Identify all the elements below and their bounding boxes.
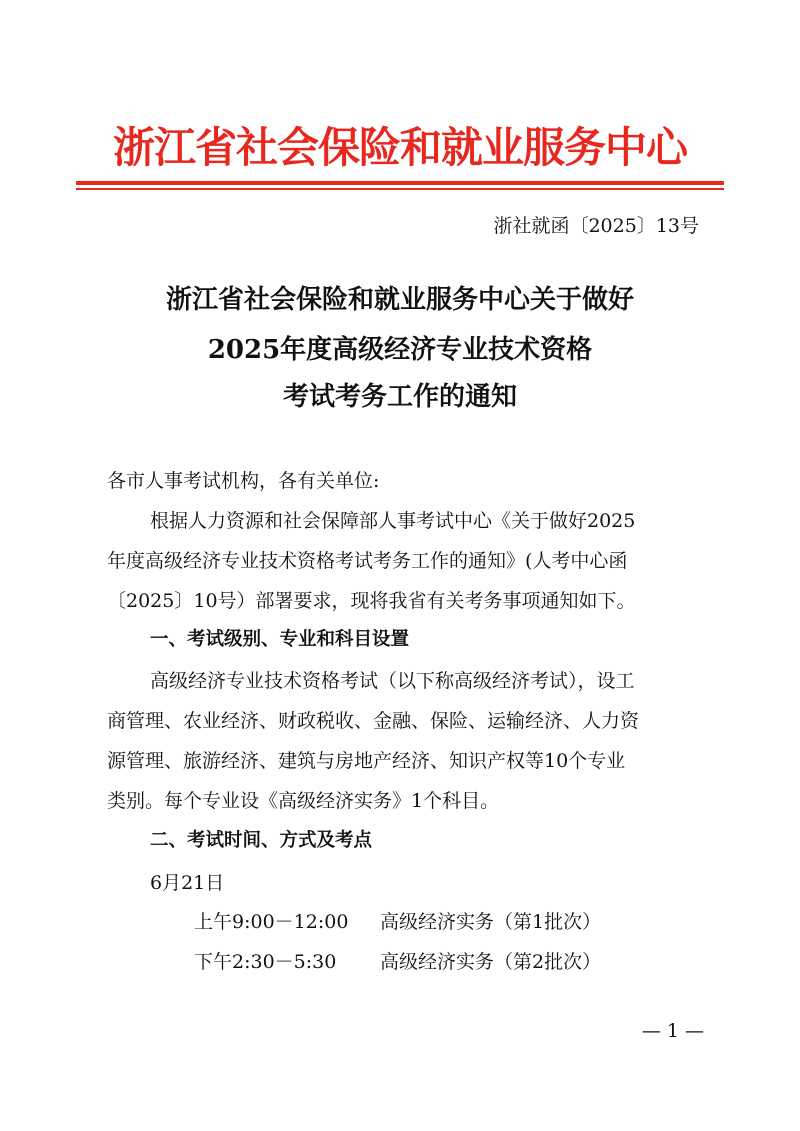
section-1-heading: 一、考试级别、专业和科目设置	[150, 629, 410, 650]
exam-date: 6月21日	[150, 872, 225, 894]
intro-line: 年度高级经济专业技术资格考试考务工作的通知》(人考中心函	[107, 550, 628, 572]
masthead-red-rule-thin	[76, 188, 724, 190]
section-2-heading: 二、考试时间、方式及考点	[150, 830, 373, 851]
schedule-subject: 高级经济实务（第2批次）	[380, 951, 602, 973]
schedule-time: 下午2:30－5:30	[194, 951, 337, 973]
masthead-org-name: 浙江省社会保险和就业服务中心	[112, 123, 687, 172]
section-1-line: 源管理、旅游经济、建筑与房地产经济、知识产权等10个专业	[107, 750, 626, 772]
title-line-2: 2025年度高级经济专业技术资格	[207, 335, 593, 365]
page-number: — 1 —	[641, 1020, 704, 1042]
schedule-row	[194, 909, 788, 935]
document-number: 浙社就函〔2025〕13号	[493, 215, 699, 237]
intro-line: 〔2025〕10号）部署要求，现将我省有关考务事项通知如下。	[107, 590, 636, 612]
title-line-3: 考试考务工作的通知	[282, 382, 517, 412]
salutation: 各市人事考试机构，各有关单位:	[107, 470, 380, 492]
title-line-1: 浙江省社会保险和就业服务中心关于做好	[165, 285, 634, 315]
section-1-line: 商管理、农业经济、财政税收、金融、保险、运输经济、人力资	[107, 710, 640, 732]
section-1-line: 高级经济专业技术资格考试（以下称高级经济考试），设工	[150, 670, 635, 692]
section-1-line: 类别。每个专业设《高级经济实务》1个科目。	[107, 790, 500, 812]
masthead-red-rule-thick	[76, 181, 724, 185]
schedule-time: 上午9:00－12:00	[194, 911, 349, 933]
schedule-row	[194, 949, 788, 975]
schedule-subject: 高级经济实务（第1批次）	[380, 911, 602, 933]
intro-line: 根据人力资源和社会保障部人事考试中心《关于做好2025	[150, 510, 636, 532]
